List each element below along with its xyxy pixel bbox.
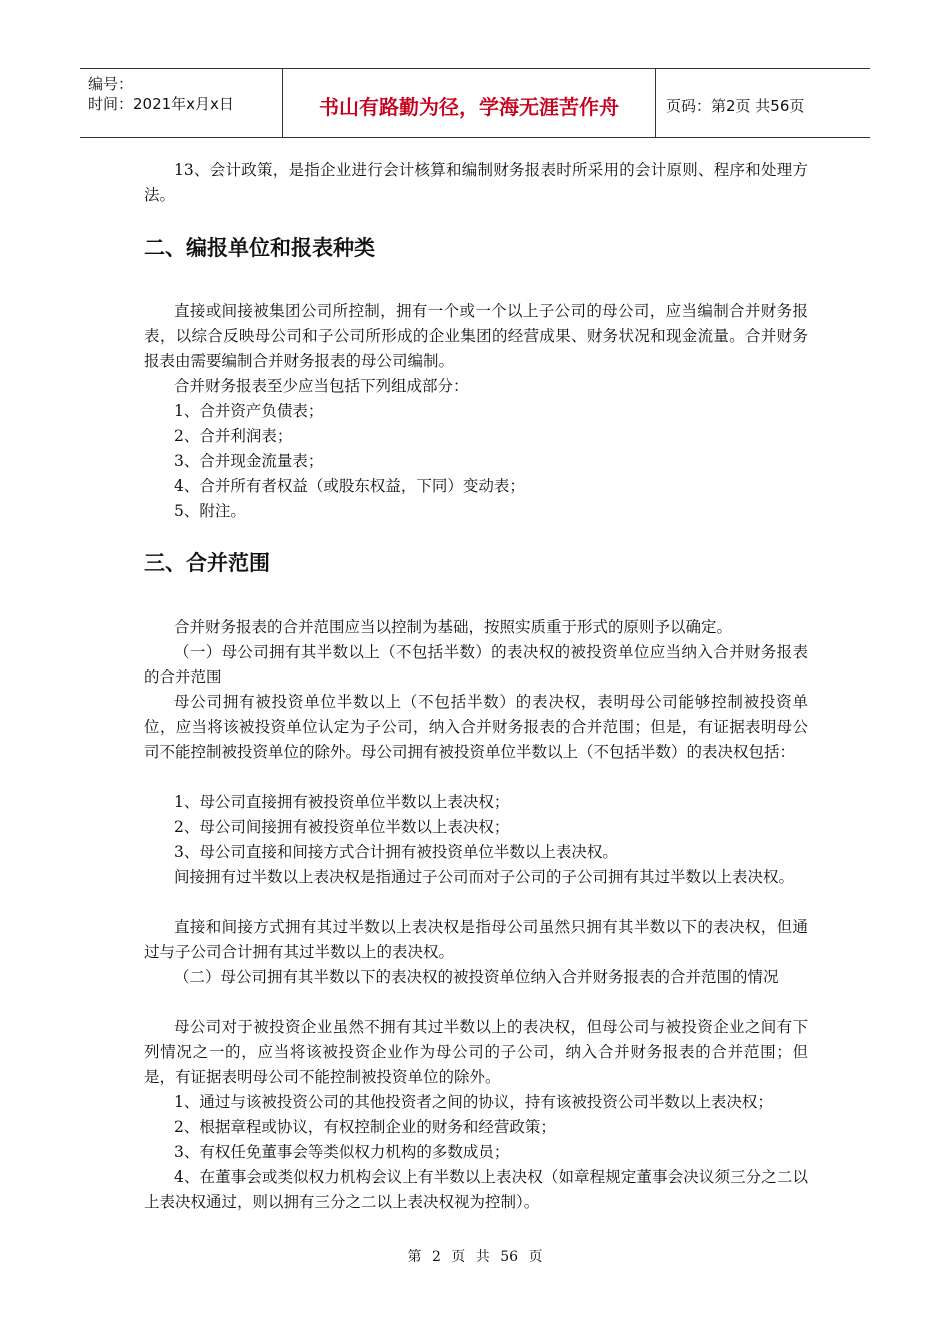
list-item: 4、在董事会或类似权力机构会议上有半数以上表决权（如章程规定董事会决议须三分之二以上表决权通过，则以拥有三分之二以上表决权视为控制）。 [144, 1168, 808, 1211]
section-heading-consolidation-scope: 三、合并范围 [144, 551, 270, 575]
list-item: 3、有权任免董事会等类似权力机构的多数成员； [174, 1143, 510, 1161]
list-item: 4、合并所有者权益（或股东权益，下同）变动表； [174, 477, 525, 495]
paragraph-minority-voting: 母公司对于被投资企业虽然不拥有其过半数以上的表决权，但母公司与被投资企业之间有下列情况之一的，应当将该被投资企业作为母公司的子公司，纳入合并财务报表的合并范围；但是，有证据表明母公司不能控制被投资单位的除外。 [144, 1018, 808, 1086]
document-date-label: 时间：2021年x月x日 [88, 95, 234, 113]
paragraph-majority-voting: 母公司拥有被投资单位半数以上（不包括半数）的表决权，表明母公司能够控制被投资单位，应当将该被投资单位认定为子公司，纳入合并财务报表的合并范围；但是，有证据表明母公司不能控制被投资单位的除外。母公司拥有被投资单位半数以上（不包括半数）的表决权包括： [144, 693, 808, 761]
subheading-majority-voting: （一）母公司拥有其半数以上（不包括半数）的表决权的被投资单位应当纳入合并财务报表的合并范围 [144, 643, 808, 686]
paragraph-scope-intro: 合并财务报表的合并范围应当以控制为基础，按照实质重于形式的原则予以确定。 [174, 618, 733, 636]
list-item: 2、合并利润表； [174, 427, 293, 445]
header-motto-cell [282, 69, 656, 137]
document-number-label: 编号： [88, 75, 134, 93]
section-heading-reporting-units: 二、编报单位和报表种类 [144, 236, 375, 260]
header-info-cell [80, 69, 280, 137]
paragraph-combined-control: 直接和间接方式拥有其过半数以上表决权是指母公司虽然只拥有其半数以下的表决权，但通过与子公司合计拥有其过半数以上的表决权。 [144, 918, 808, 961]
subheading-minority-voting: （二）母公司拥有其半数以下的表决权的被投资单位纳入合并财务报表的合并范围的情况 [174, 968, 779, 986]
header-page-number: 页码：第2页 共56页 [666, 97, 805, 115]
list-item: 2、根据章程或协议，有权控制企业的财务和经营政策； [174, 1118, 556, 1136]
paragraph-indirect-control: 间接拥有过半数以上表决权是指通过子公司而对子公司的子公司拥有其过半数以上表决权。 [174, 868, 795, 886]
header-motto: 书山有路勤为径，学海无涯苦作舟 [319, 95, 619, 119]
list-item: 5、附注。 [174, 502, 246, 520]
list-item: 1、母公司直接拥有被投资单位半数以上表决权； [174, 793, 510, 811]
list-item: 1、通过与该被投资公司的其他投资者之间的协议，持有该被投资公司半数以上表决权； [174, 1093, 773, 1111]
list-item: 3、合并现金流量表； [174, 452, 324, 470]
list-item: 3、母公司直接和间接方式合计拥有被投资单位半数以上表决权。 [174, 843, 618, 861]
page-footer: 第 2 页 共 56 页 [407, 1249, 543, 1265]
list-item: 1、合并资产负债表； [174, 402, 324, 420]
paragraph-accounting-policy: 13、会计政策，是指企业进行会计核算和编制财务报表时所采用的会计原则、程序和处理方法。 [144, 161, 808, 204]
header-page-cell [656, 69, 870, 137]
page-header [80, 68, 870, 138]
paragraph-reporting-intro: 直接或间接被集团公司所控制，拥有一个或一个以上子公司的母公司，应当编制合并财务报表，以综合反映母公司和子公司所形成的企业集团的经营成果、财务状况和现金流量。合并财务报表由需要编制合并财务报表的母公司编制。 [144, 302, 808, 370]
paragraph-components-intro: 合并财务报表至少应当包括下列组成部分： [174, 377, 469, 395]
list-item: 2、母公司间接拥有被投资单位半数以上表决权； [174, 818, 510, 836]
